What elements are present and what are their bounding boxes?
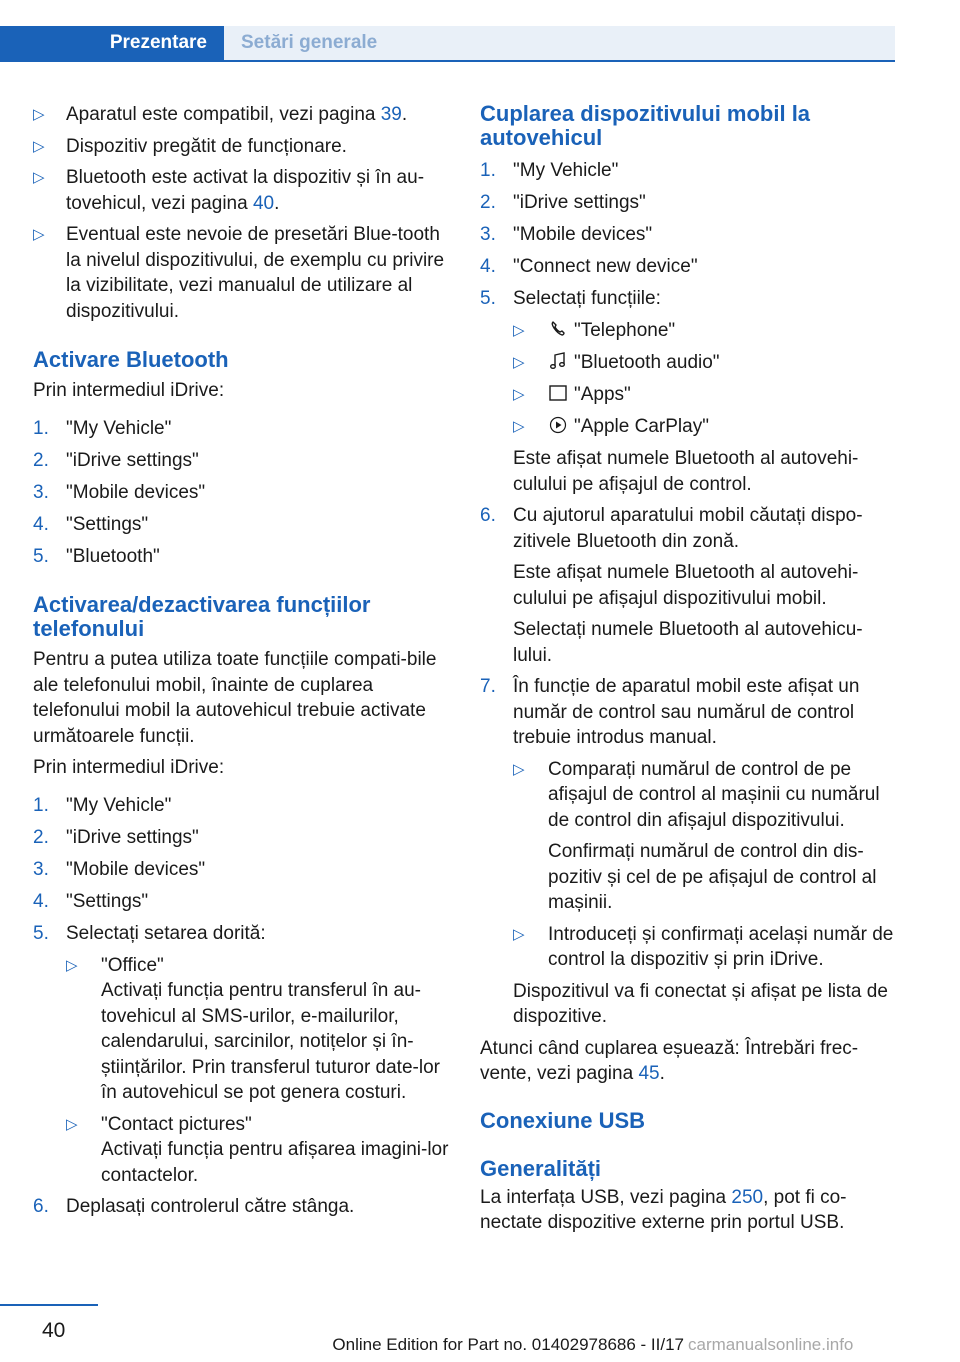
section-heading: Activare Bluetooth	[33, 347, 229, 372]
list-item: 2. "iDrive settings"	[33, 449, 199, 471]
intro-text: Prin intermediul iDrive:	[33, 380, 225, 401]
triangle-bullet-icon: ▷	[513, 760, 525, 778]
paragraph: Atunci când cuplarea eșuează: Întrebări frec-vente, vezi pagina 45.	[480, 1037, 859, 1084]
list-item: 3. "Mobile devices"	[33, 858, 206, 880]
chapter-tabbar	[0, 26, 895, 62]
note-text: Este afișat numele Bluetooth al autovehi-culului pe afișajul dispozitivului mobil.	[513, 562, 859, 609]
intro-text: Prin intermediul iDrive:	[33, 757, 225, 778]
page-link[interactable]: 39	[380, 104, 402, 125]
note-text: Este afișat numele Bluetooth al autovehi-culului pe afișajul de control.	[513, 448, 859, 495]
list-item: 5. "Bluetooth"	[33, 545, 160, 567]
list-item: ▷ "Contact pictures" Activați funcția pentru afișarea imagini-lor contactelor.	[66, 1113, 449, 1186]
list-item: 2. "iDrive settings"	[33, 826, 199, 848]
tab-divider-line	[0, 60, 895, 62]
page-number: 40	[42, 1319, 66, 1342]
triangle-bullet-icon: ▷	[513, 322, 525, 339]
left-column	[33, 102, 453, 1220]
list-item: ▷ Dispozitiv pregătit de funcționare.	[33, 134, 453, 160]
triangle-bullet-icon: ▷	[33, 106, 45, 123]
list-item: 5. Selectați setarea dorită:	[33, 922, 266, 944]
page-number-divider	[0, 1304, 98, 1306]
list-item: ▷ Aparatul este compatibil, vezi pagina 39.	[33, 102, 453, 128]
sub-list	[480, 318, 900, 440]
list-item: 1. "My Vehicle"	[33, 794, 172, 816]
edition-footer: Online Edition for Part no. 01402978686 - II/17	[332, 1335, 684, 1354]
list-item: 3. "Mobile devices"	[480, 224, 653, 245]
triangle-bullet-icon: ▷	[33, 226, 45, 243]
list-item: 4. "Settings"	[33, 513, 149, 535]
list-item: ▷ "Apple CarPlay"	[513, 414, 900, 440]
list-item: 2. "iDrive settings"	[480, 192, 646, 213]
triangle-bullet-icon: ▷	[513, 386, 525, 403]
list-item: ▷ "Bluetooth audio"	[513, 350, 900, 376]
list-item: 6. Cu ajutorul aparatului mobil căutați dispo-zitivele Bluetooth din zonă.	[480, 505, 863, 552]
sub-list	[33, 953, 453, 1189]
list-item: 6. Deplasați controlerul către stânga.	[33, 1196, 355, 1217]
list-item: 3. "Mobile devices"	[33, 481, 206, 503]
section-heading: Cuplarea dispozitivului mobil la autovehicul	[480, 101, 811, 150]
list-item: ▷ Eventual este nevoie de presetări Blue-tooth la nivelul dispozitivului, de exemplu cu privire la vizibilitate, vezi manualul de utilizare al dispozitivului.	[33, 224, 445, 322]
list-item: 4. "Settings"	[33, 890, 149, 912]
list-item: ▷ Bluetooth este activat la dispozitiv și în au-tovehicul, vezi pagina 40.	[33, 167, 425, 214]
list-item: 4. "Connect new device"	[480, 256, 698, 277]
section-heading: Conexiune USB	[480, 1107, 646, 1133]
tab-prezentare[interactable]: Prezentare	[0, 26, 224, 60]
list-item: 5. Selectați funcțiile:	[480, 288, 661, 309]
right-column	[480, 102, 900, 1236]
paragraph: La interfața USB, vezi pagina 250, pot fi co-nectate dispozitive externe prin portul USB.	[480, 1186, 847, 1233]
list-item: ▷ "Telephone"	[513, 318, 900, 344]
page-link[interactable]: 45	[638, 1063, 660, 1084]
list-item: ▷ "Office" Activați funcția pentru transferul în au-tovehicul al SMS-urilor, e-mailurilor, calendarului, sarcinilor, notițelor și în-științărilor. Prin transferul tuturor date-lor în autovehicul se pot genera costuri.	[66, 954, 440, 1103]
triangle-bullet-icon: ▷	[33, 169, 45, 186]
paragraph: Pentru a putea utiliza toate funcțiile compati-bile ale telefonului mobil, înainte de cuplarea telefonului mobil la autovehicul trebuie activate următoarele funcții.	[33, 649, 437, 747]
triangle-bullet-icon: ▷	[513, 354, 525, 371]
section-heading: Generalități	[480, 1155, 602, 1181]
note-text: Selectați numele Bluetooth al autovehicu-lului.	[513, 619, 863, 666]
triangle-bullet-icon: ▷	[513, 418, 525, 435]
apps-icon	[548, 383, 568, 403]
list-item: 1. "My Vehicle"	[33, 417, 172, 439]
page-link[interactable]: 250	[731, 1186, 764, 1208]
triangle-bullet-icon: ▷	[33, 137, 45, 155]
tab-setari-generale[interactable]: Setări generale	[224, 26, 895, 60]
list-item: ▷ "Apps"	[513, 382, 900, 408]
sub-list	[480, 757, 900, 973]
list-item: ▷ Comparați numărul de control de pe afișajul de control al mașinii cu numărul de control din afișajul dispozitivului. Confirmați numărul de control din dis-pozitiv și cel de pe afișajul de control al mașinii.	[513, 758, 880, 913]
list-item: 1. "My Vehicle"	[480, 160, 619, 181]
watermark: carmanualsonline.info	[688, 1335, 854, 1354]
triangle-bullet-icon: ▷	[66, 956, 78, 974]
list-item: ▷ Introduceți și confirmați același număr de control la dispozitiv și prin iDrive.	[513, 923, 894, 970]
triangle-bullet-icon: ▷	[513, 925, 525, 943]
list-item: 7. În funcție de aparatul mobil este afișat un număr de control sau numărul de control trebuie introdus manual.	[480, 676, 860, 748]
page-link[interactable]: 40	[252, 192, 275, 214]
note-text: Dispozitivul va fi conectat și afișat pe lista de dispozitive.	[513, 980, 888, 1027]
carplay-icon	[548, 415, 568, 435]
triangle-bullet-icon: ▷	[66, 1115, 78, 1133]
section-heading: Activarea/dezactivarea funcțiilor telefonului	[33, 592, 371, 641]
phone-icon	[548, 319, 568, 339]
music-note-icon	[548, 351, 568, 371]
